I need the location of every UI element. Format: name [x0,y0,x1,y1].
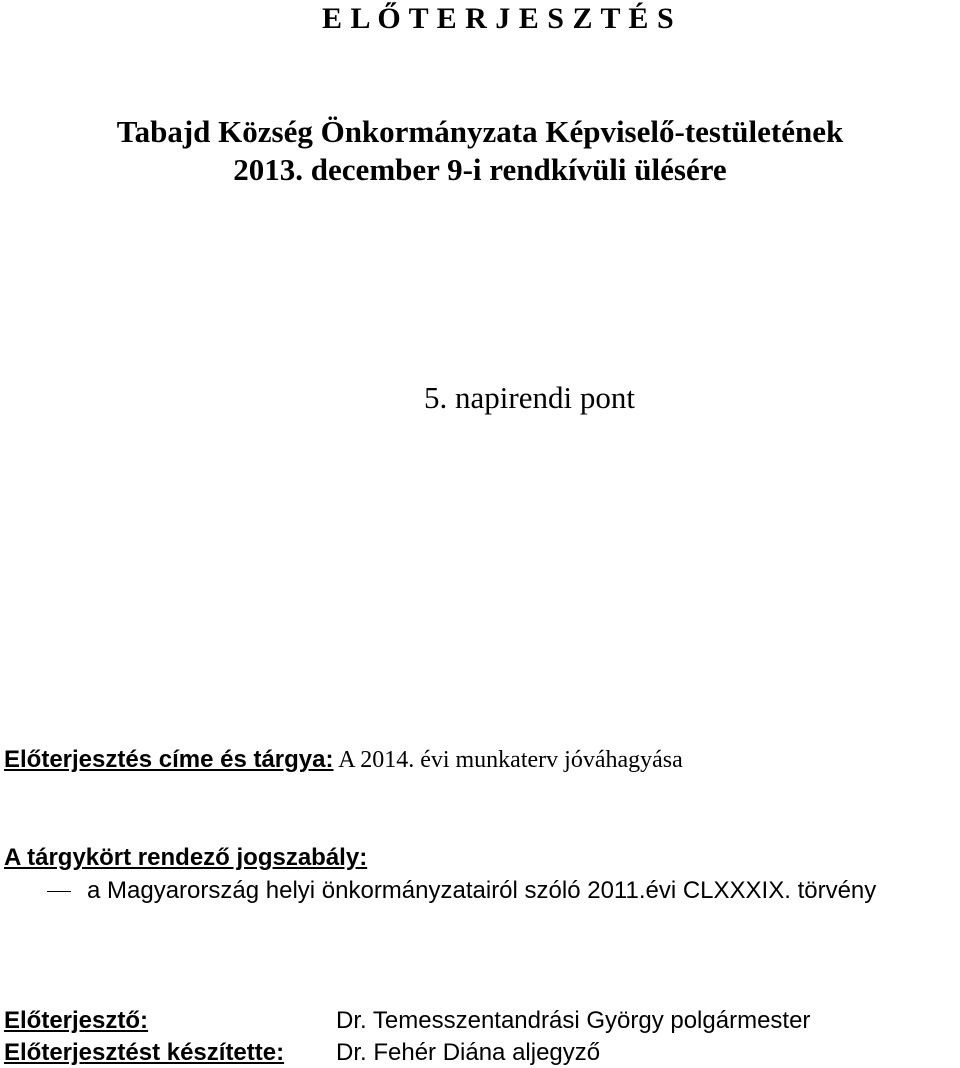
meeting-body-title: Tabajd Község Önkormányzata Képviselő-testületének [116,114,844,149]
list-dash [47,891,71,893]
proposal-title-label: Előterjesztés címe és tárgya: [4,746,334,773]
presenter-name: Dr. Temesszentandrási György polgármester [336,1007,811,1034]
governing-law-item [47,877,876,905]
proposal-title-value: A 2014. évi munkaterv jóváhagyása [338,747,683,773]
governing-law-label: A tárgykört rendező jogszabály: [4,844,368,871]
presenter-label: Előterjesztő: [4,1007,149,1034]
prepared-by-label: Előterjesztést készítette: [4,1039,285,1066]
meeting-date-title: 2013. december 9-i rendkívüli ülésére [233,152,727,187]
prepared-by-name: Dr. Fehér Diána aljegyző [336,1039,601,1066]
governing-law-text: a Magyarország helyi önkormányzatairól szóló 2011.évi CLXXXIX. törvény [87,877,877,904]
document-heading: E L Ő T E R J E S Z T É S [322,2,675,35]
proposal-title-row [4,746,683,774]
agenda-point: 5. napirendi pont [424,380,635,415]
